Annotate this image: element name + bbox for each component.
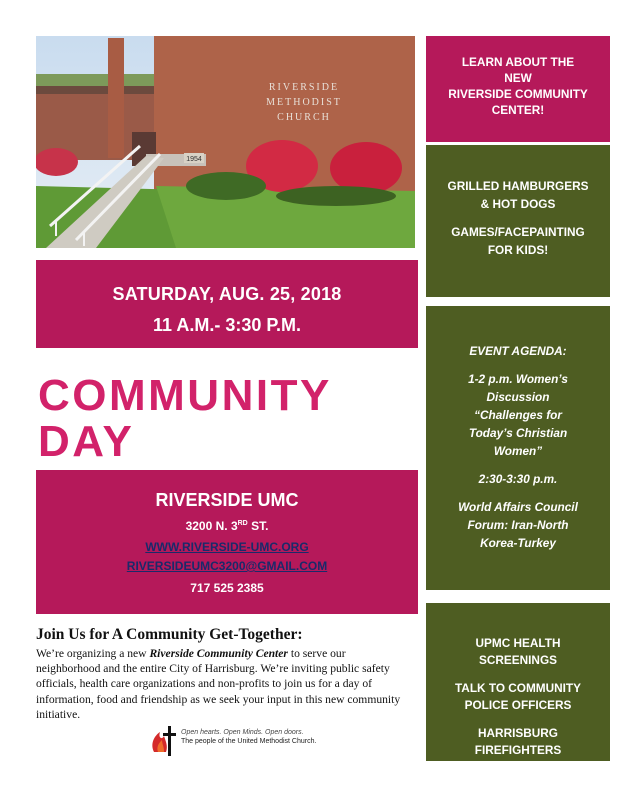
page-title <box>38 371 332 466</box>
title-line-2: DAY <box>38 417 135 466</box>
street-address: 3200 N. 3RD ST. <box>185 519 269 533</box>
contact-box <box>36 470 418 614</box>
website-link[interactable]: WWW.RIVERSIDE-UMC.ORG <box>145 540 309 554</box>
learn-box: LEARN ABOUT THE NEW RIVERSIDE COMMUNITY CENTER! <box>426 36 610 142</box>
svg-text:METHODIST: METHODIST <box>266 97 342 108</box>
event-date: SATURDAY, AUG. 25, 2018 <box>112 284 342 304</box>
event-time: 11 A.M.- 3:30 P.M. <box>152 315 302 335</box>
cross-flame-icon <box>146 722 182 758</box>
church-sign <box>266 82 342 123</box>
logo-tagline: Open hearts. Open Minds. Open doors. The people of the United Methodist Church. <box>181 729 317 745</box>
event-date-box <box>36 260 418 348</box>
svg-text:1954: 1954 <box>186 156 202 163</box>
services-box: UPMC HEALTH SCREENINGS TALK TO COMMUNITY POLICE OFFICERS HARRISBURG FIREFIGHTERS <box>426 603 610 761</box>
food-games-box: GRILLED HAMBURGERS & HOT DOGS GAMES/FACEPAINTING FOR KIDS! <box>426 145 610 297</box>
title-line-1: COMMUNITY <box>38 371 332 420</box>
email-link[interactable]: RIVERSIDEUMC3200@GMAIL.COM <box>126 559 328 573</box>
phone-number: 717 525 2385 <box>190 581 264 595</box>
svg-text:CHURCH: CHURCH <box>277 112 331 123</box>
organization-name: RIVERSIDE UMC <box>155 490 299 510</box>
church-photo <box>36 36 415 248</box>
agenda-box: EVENT AGENDA: 1-2 p.m. Women’s Discussion “Challenges for Today’s Christian Women” 2:30-3:30 p.m. World Affairs Council Forum: Iran-North Korea-Turkey <box>426 306 610 590</box>
join-heading: Join Us for A Community Get-Together: <box>36 626 303 643</box>
join-paragraph: We’re organizing a new Riverside Community Center to serve our neighborhood and the entire City of Harrisburg. We’re inviting public safety officials, health care organizations and non-profits to join us for a day of information, food and friendship as we seek your input in this new community initiative. <box>36 647 401 721</box>
svg-text:RIVERSIDE: RIVERSIDE <box>268 82 340 93</box>
agenda-title: EVENT AGENDA: <box>469 344 567 358</box>
